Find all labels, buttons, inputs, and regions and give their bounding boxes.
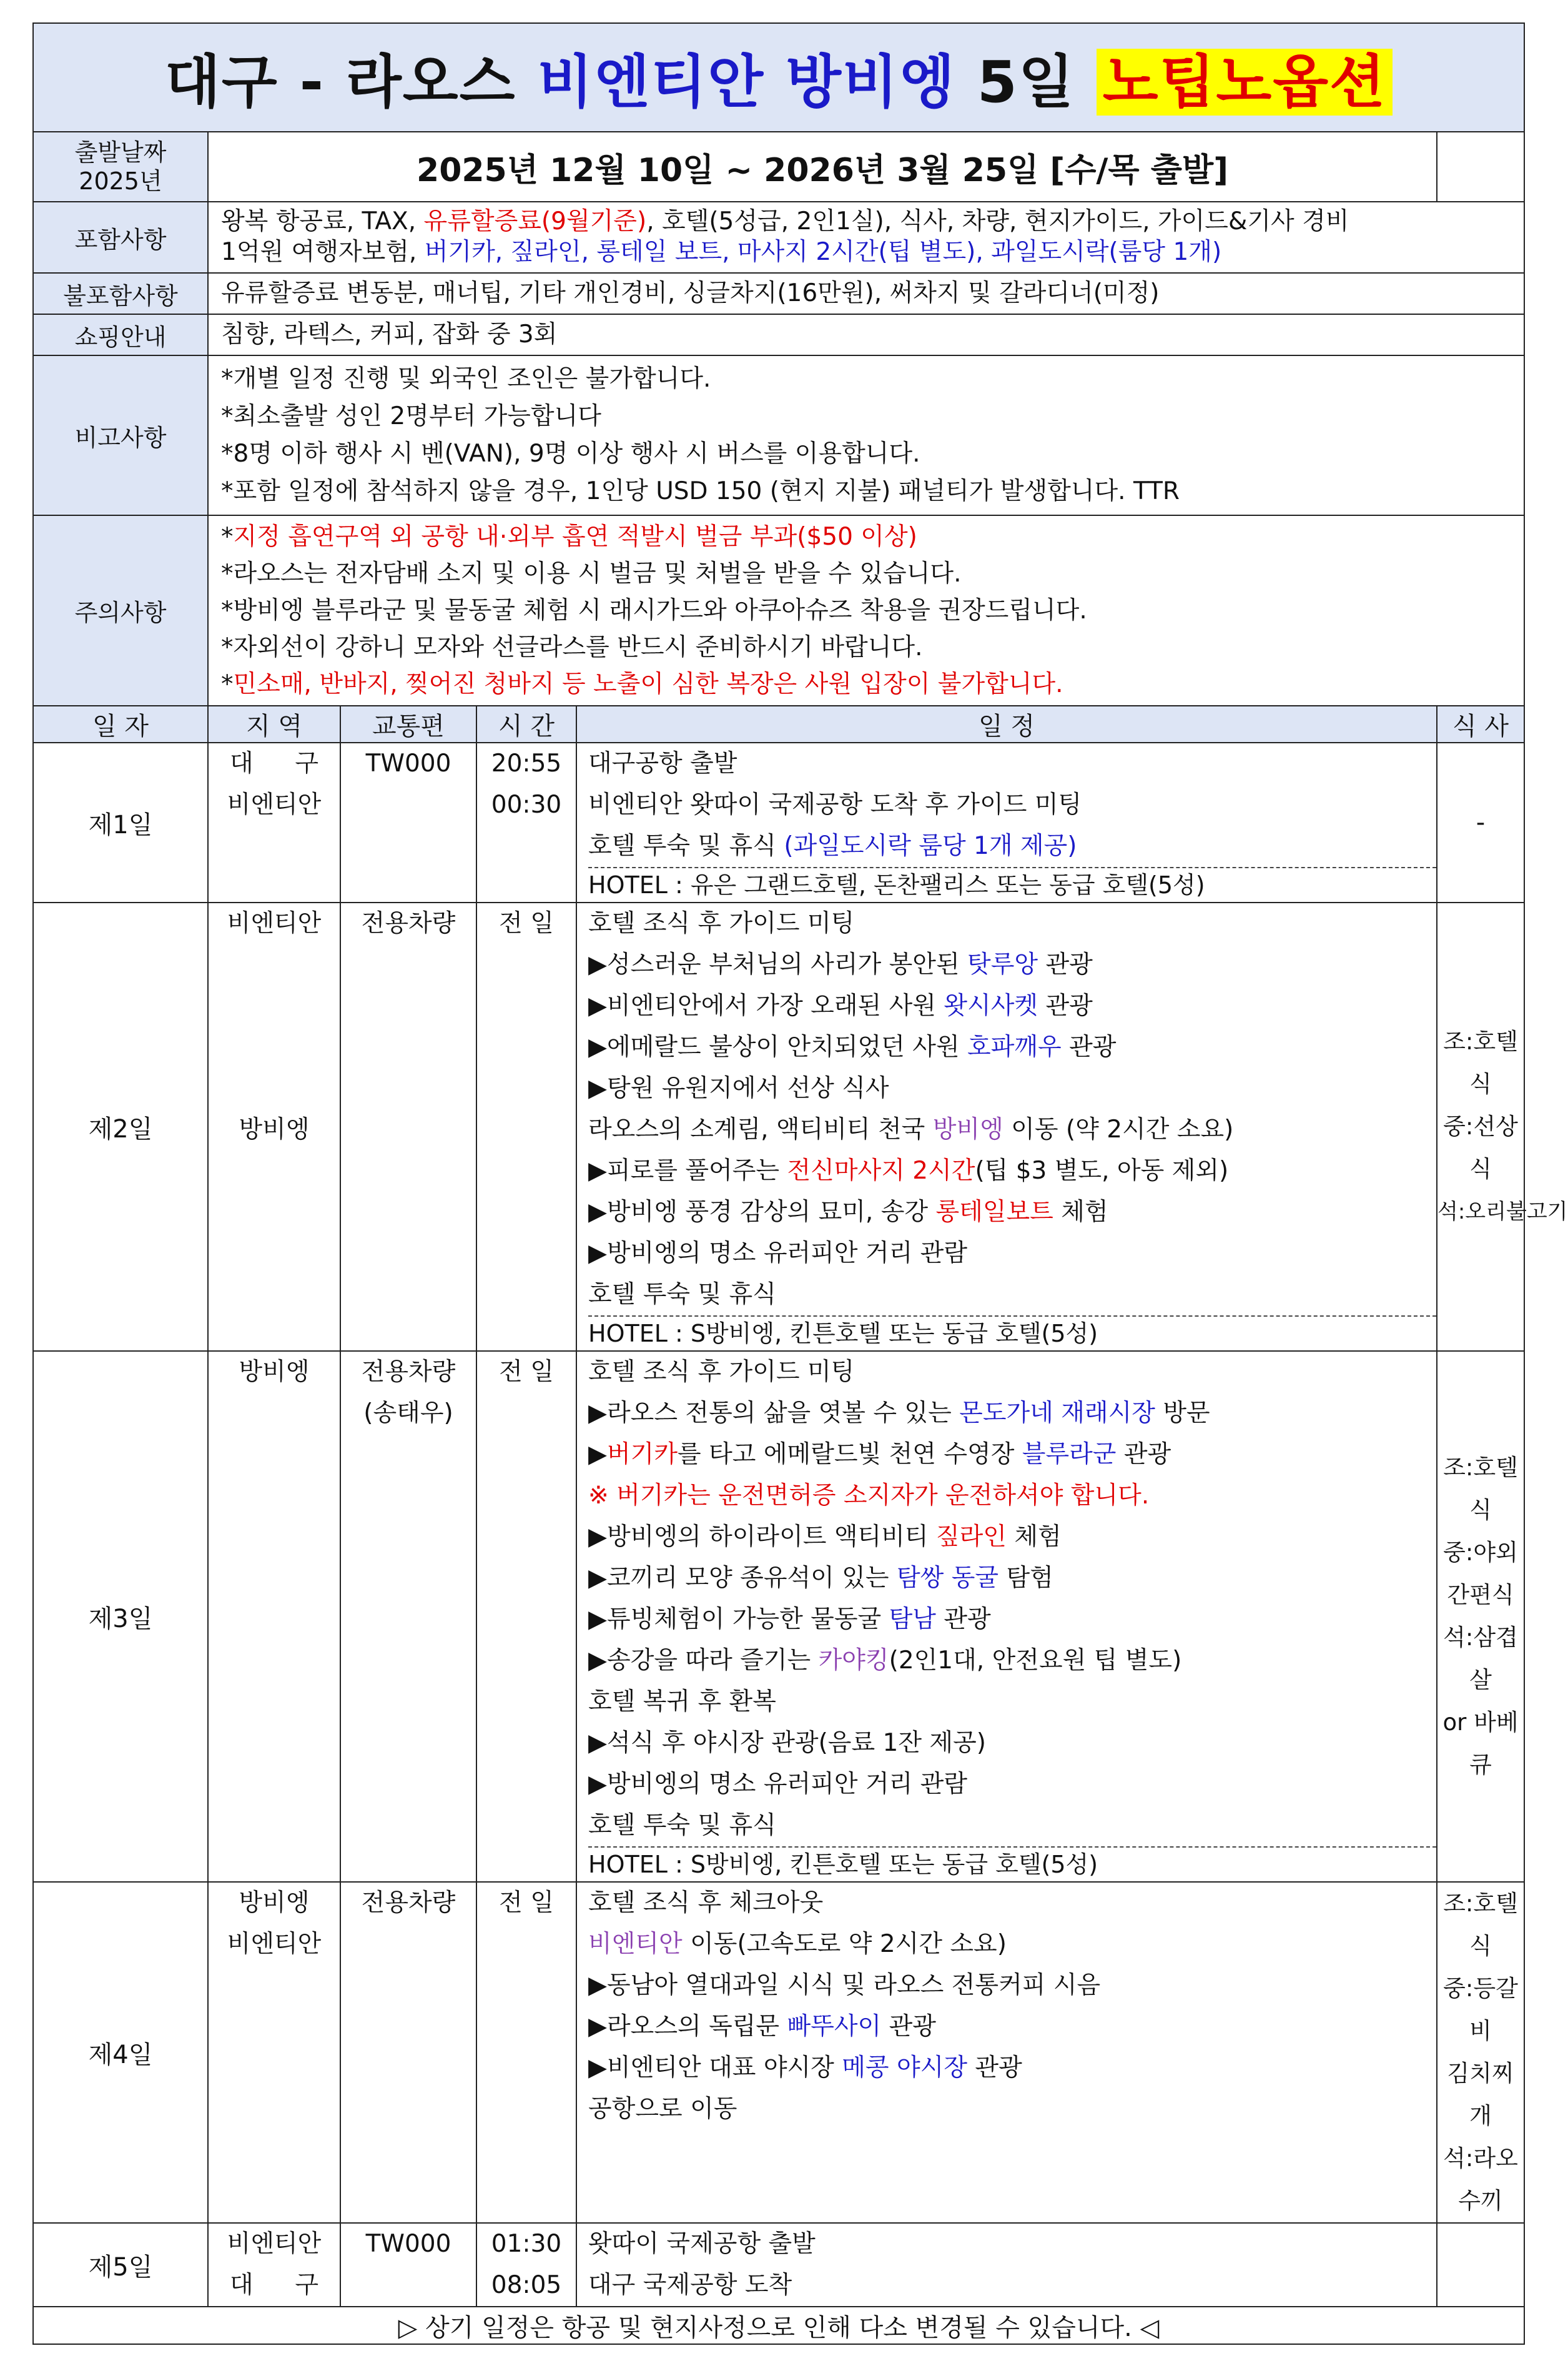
schedule-item: 비엔티안 이동(고속도로 약 2시간 소요) — [588, 1930, 1007, 1958]
day4-row — [33, 1882, 1524, 2223]
day5-transport: TW000 — [340, 2223, 476, 2307]
day3-time: 전 일 — [476, 1351, 576, 1882]
schedule-item: 호텔 조식 후 가이드 미팅 — [588, 1358, 855, 1386]
day2-hotel: HOTEL : S방비엥, 킨튼호텔 또는 동급 호텔(5성) — [588, 1315, 1436, 1350]
day3-label: 제3일 — [33, 1351, 208, 1882]
day3-meal: 조:호텔식 중:야외 간편식 석:삼겹살 or 바베큐 — [1437, 1351, 1524, 1882]
day1-time: 20:55 00:30 — [476, 743, 576, 903]
schedule-item: ▶에메랄드 불상이 안치되었던 사원 호파깨우 관광 — [588, 1033, 1117, 1061]
cautions-value — [208, 515, 1524, 706]
schedule-item: ▶석식 후 야시장 관광(음료 1잔 제공) — [588, 1729, 986, 1757]
caution-line: *지정 흡연구역 외 공항 내·외부 흡연 적발시 벌금 부과($50 이상) — [221, 523, 917, 551]
schedule-item: ▶비엔티안에서 가장 오래된 사원 왓시사켓 관광 — [588, 992, 1093, 1020]
header-time: 시 간 — [476, 706, 576, 743]
schedule-item: 호텔 조식 후 가이드 미팅 — [588, 909, 855, 938]
schedule-item: 대구 국제공항 도착 — [588, 2271, 792, 2299]
included-line2: 1억원 여행자보험, 버기카, 짚라인, 롱테일 보트, 마사지 2시간(팁 별도), 과일도시락(룸당 1개) — [221, 238, 1222, 266]
remark-line: *포함 일정에 참석하지 않을 경우, 1인당 USD 150 (현지 지불) 패널티가 발생합니다. TTR — [221, 477, 1180, 505]
header-schedule: 일 정 — [576, 706, 1437, 743]
day1-schedule — [576, 743, 1437, 903]
title-part3: 5일 — [977, 49, 1075, 116]
schedule-item: ▶방비엥의 하이라이트 액티비티 짚라인 체험 — [588, 1523, 1062, 1551]
header-meal: 식 사 — [1437, 706, 1524, 743]
shopping-value: 침향, 라텍스, 커피, 잡화 중 3회 — [208, 314, 1524, 355]
day1-region-vientiane: 비엔티안 — [227, 791, 322, 819]
itinerary-table — [32, 22, 1568, 2345]
schedule-item: 비엔티안 왓따이 국제공항 도착 후 가이드 미팅 — [588, 791, 1082, 819]
schedule-item: ▶비엔티안 대표 야시장 메콩 야시장 관광 — [588, 2054, 1022, 2082]
schedule-item: ▶라오스의 독립문 빠뚜사이 관광 — [588, 2012, 936, 2041]
departure-label-line1: 출발날짜 — [74, 139, 167, 166]
itinerary-sheet — [32, 22, 1568, 2345]
day5-time: 01:30 08:05 — [476, 2223, 576, 2307]
caution-line: *라오스는 전자담배 소지 및 이용 시 벌금 및 처벌을 받을 수 있습니다. — [221, 560, 962, 588]
schedule-item: ▶방비엥의 명소 유러피안 거리 관람 — [588, 1770, 968, 1798]
day4-transport: 전용차량 — [340, 1882, 476, 2223]
remark-line: *개별 일정 진행 및 외국인 조인은 불가합니다. — [221, 365, 711, 393]
excluded-value: 유류할증료 변동분, 매너팁, 기타 개인경비, 싱글차지(16만원), 써차지 및 갈라디너(미정) — [208, 273, 1524, 314]
schedule-item: 공항으로 이동 — [588, 2095, 737, 2123]
page-title — [33, 23, 1524, 132]
day5-schedule — [576, 2223, 1437, 2307]
day2-region-vangvieng: 방비엥 — [239, 1116, 310, 1144]
schedule-item: 호텔 투숙 및 휴식 (과일도시락 룸당 1개 제공) — [588, 832, 1077, 860]
schedule-item: ▶동남아 열대과일 시식 및 라오스 전통커피 시음 — [588, 1971, 1101, 1999]
day3-row — [33, 1351, 1524, 1882]
schedule-note: ※ 버기카는 운전면허증 소지자가 운전하셔야 합니다. — [588, 1482, 1150, 1510]
title-part2: 비엔티안 방비엥 — [537, 49, 956, 116]
day3-schedule — [576, 1351, 1437, 1882]
remark-line: *8명 이하 행사 시 벤(VAN), 9명 이상 행사 시 버스를 이용합니다. — [221, 440, 920, 468]
schedule-item: ▶피로를 풀어주는 전신마사지 2시간(팁 $3 별도, 아동 제외) — [588, 1157, 1229, 1185]
schedule-item: ▶라오스 전통의 삶을 엿볼 수 있는 몬도가네 재래시장 방문 — [588, 1399, 1210, 1427]
departure-label — [33, 132, 208, 202]
day1-region — [208, 743, 340, 903]
schedule-item: ▶방비엥 풍경 감상의 묘미, 송강 롱테일보트 체험 — [588, 1198, 1108, 1226]
day3-hotel: HOTEL : S방비엥, 킨튼호텔 또는 동급 호텔(5성) — [588, 1846, 1436, 1881]
caution-line: *방비엥 블루라군 및 물동굴 체험 시 래시가드와 아쿠아슈즈 착용을 권장드립니다. — [221, 596, 1087, 625]
schedule-item: ▶성스러운 부처님의 사리가 봉안된 탓루앙 관광 — [588, 951, 1093, 979]
title-highlight: 노팁노옵션 — [1097, 49, 1393, 116]
remarks-value — [208, 355, 1524, 515]
day2-meal: 조:호텔식 중:선상식 석:오리불고기 — [1437, 903, 1524, 1351]
shopping-label: 쇼핑안내 — [33, 314, 208, 355]
schedule-item: 호텔 조식 후 체크아웃 — [588, 1889, 824, 1917]
title-part1: 대구 - 라오스 — [164, 49, 516, 116]
day5-region: 비엔티안 대 구 — [208, 2223, 340, 2307]
day1-hotel: HOTEL : 유은 그랜드호텔, 돈찬팰리스 또는 동급 호텔(5성) — [588, 867, 1436, 902]
schedule-item: ▶코끼리 모양 종유석이 있는 탐쌍 동굴 탐험 — [588, 1564, 1053, 1592]
excluded-label: 불포함사항 — [33, 273, 208, 314]
day4-label: 제4일 — [33, 1882, 208, 2223]
remark-line: *최소출발 성인 2명부터 가능합니다 — [221, 402, 601, 430]
day1-label: 제1일 — [33, 743, 208, 903]
day5-meal — [1437, 2223, 1524, 2307]
day5-label: 제5일 — [33, 2223, 208, 2307]
schedule-item: 대구공항 출발 — [588, 750, 737, 778]
day4-meal: 조:호텔식 중:등갈비 김치찌개 석:라오수끼 — [1437, 1882, 1524, 2223]
departure-label-line2: 2025년 — [79, 167, 162, 195]
schedule-item: ▶탕원 유원지에서 선상 식사 — [588, 1074, 889, 1102]
day1-transport: TW000 — [340, 743, 476, 903]
day1-meal: - — [1437, 743, 1524, 903]
schedule-item: 호텔 투숙 및 휴식 — [588, 1811, 776, 1839]
day2-region-vientiane: 비엔티안 — [227, 909, 322, 938]
schedule-item: 라오스의 소계림, 액티비티 천국 방비엥 이동 (약 2시간 소요) — [588, 1116, 1234, 1144]
departure-blank — [1437, 132, 1524, 202]
day2-schedule — [576, 903, 1437, 1351]
included-value — [208, 202, 1524, 273]
header-day: 일 자 — [33, 706, 208, 743]
day2-transport: 전용차량 — [340, 903, 476, 1351]
schedule-item: ▶버기카를 타고 에메랄드빛 천연 수영장 블루라군 관광 — [588, 1440, 1171, 1468]
schedule-item: 왓따이 국제공항 출발 — [588, 2230, 816, 2258]
included-label: 포함사항 — [33, 202, 208, 273]
day2-label: 제2일 — [33, 903, 208, 1351]
day1-region-daegu: 대 구 — [230, 750, 318, 778]
day4-region: 방비엥 비엔티안 — [208, 1882, 340, 2223]
schedule-item: 호텔 투숙 및 휴식 — [588, 1280, 776, 1309]
day4-schedule — [576, 1882, 1437, 2223]
schedule-item: 호텔 복귀 후 환복 — [588, 1688, 776, 1716]
cautions-label: 주의사항 — [33, 515, 208, 706]
header-transport: 교통편 — [340, 706, 476, 743]
footer-note: ▷ 상기 일정은 항공 및 현지사정으로 인해 다소 변경될 수 있습니다. ◁ — [33, 2307, 1524, 2344]
included-line1: 왕복 항공료, TAX, 유류할증료(9월기준), 호텔(5성급, 2인1실), 식사, 차량, 현지가이드, 가이드&기사 경비 — [221, 207, 1349, 236]
day5-row — [33, 2223, 1524, 2307]
day3-region: 방비엥 — [208, 1351, 340, 1882]
schedule-header — [33, 706, 1524, 743]
day1-row — [33, 743, 1524, 903]
header-region: 지 역 — [208, 706, 340, 743]
day2-time: 전 일 — [476, 903, 576, 1351]
schedule-item: ▶송강을 따라 즐기는 카야킹(2인1대, 안전요원 팁 별도) — [588, 1646, 1182, 1675]
caution-line: *민소매, 반바지, 찢어진 청바지 등 노출이 심한 복장은 사원 입장이 불가합니다. — [221, 670, 1063, 698]
caution-line: *자외선이 강하니 모자와 선글라스를 반드시 준비하시기 바랍니다. — [221, 633, 923, 661]
day2-row — [33, 903, 1524, 1351]
departure-dates: 2025년 12월 10일 ~ 2026년 3월 25일 [수/목 출발] — [208, 132, 1437, 202]
day3-transport: 전용차량 (송태우) — [340, 1351, 476, 1882]
day2-region — [208, 903, 340, 1351]
schedule-item: ▶방비엥의 명소 유러피안 거리 관람 — [588, 1239, 968, 1267]
schedule-item: ▶튜빙체험이 가능한 물동굴 탐남 관광 — [588, 1605, 991, 1633]
day4-time: 전 일 — [476, 1882, 576, 2223]
remarks-label: 비고사항 — [33, 355, 208, 515]
